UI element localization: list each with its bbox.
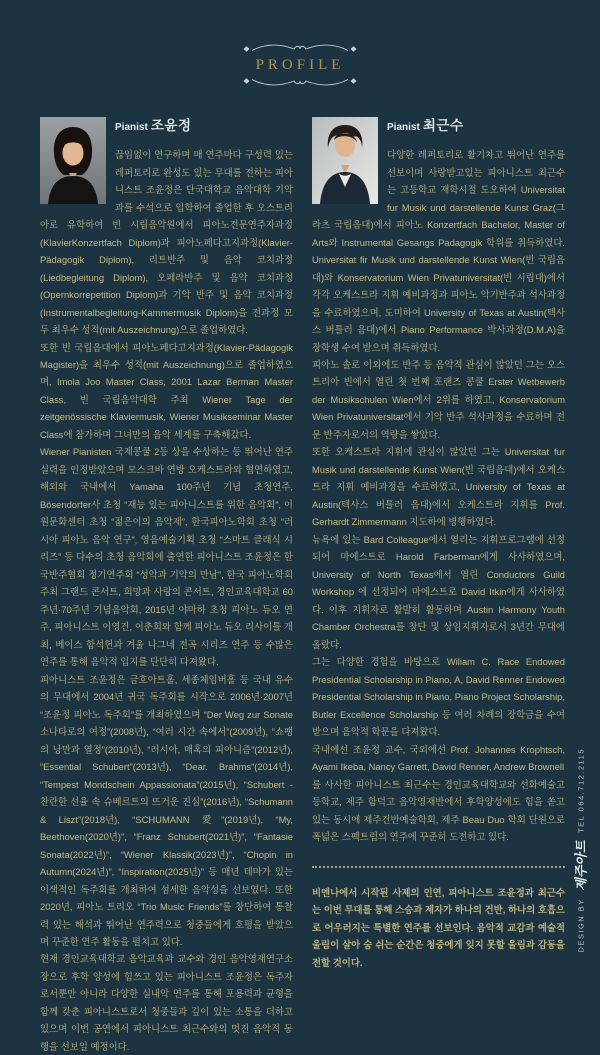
profile-name: 최근수 [422, 118, 464, 133]
profile-role: Pianist [387, 122, 420, 133]
bio-paragraph: 피아니스트 조윤정은 금호아트홀, 세종체임버홀 등 국내 유수의 무대에서 2004년 귀국 독주회를 시작으로 2006년·2007년 “조윤정 피아노 독주회”를 개최하였으며 “Der Weg zur Sonate 소나타로의 여정”(2008년), “여러 시간 속에서”(2009년), “쇼팽의 낭만과 열정”(2010년), “러시아, 매혹의 피아니즘”(2012년), “Essential Schubert”(2013년), “Dear. Brahms”(2014년), “Tempest Mondschein Appassionata”(2015년), “Schubert - 찬란한 선율 속 슈베르트의 뜨거운 진심”(2016년), “Schumann & Liszt”(2018년), “SCHUMANN 愛”(2019년), “My, Beethoven(2020년)”, “Franz Schubert(2021년)”, “Fantasie Sonata(2022년)”, “Wiener Klassik(2023년)”, “Chopin in Autumn(2024년)”, “Inspiration(2025년)” 등 매년 테마가 있는 이색적인 독주회를 개최하여 섬세한 음악성을 선보였다. 또한 2020년, 피아노 트리오 “Trio Music Friends”를 창단하여 통찰력 있는 해석과 뛰어난 연주력으로 청중들에게 호평을 받았으며 꾸준한 연주 활동을 펼치고 있다. [40, 673, 293, 947]
bio-paragraph: 현재 경인교육대학교 음악교육과 교수와 경인 음악영재연구소장으로 후학 양성에 힘쓰고 있는 피아니스트 조윤정은 독주자로서뿐만 아니라 다양한 실내악 연주를 통해 포용력과 균형을 함께 갖춘 피아니스트로서 청중들과 깊이 있는 소통을 더하고 있으며 이번 공연에서 피아니스트 최근수와의 멋진 음악적 동행을 선보일 예정이다. [40, 953, 293, 1052]
design-credit-tel: TEL 064.712.2115 [577, 748, 586, 833]
profile-section-right [312, 115, 565, 1055]
flourish-bottom-icon [240, 76, 360, 88]
bio-paragraph: 다양한 레퍼토리로 활기차고 뛰어난 연주를 선보이며 사랑받고있는 피아니스트 최근수는 고등학교 재학시절 도오하여 Universitat fur Musik und darstellende Kunst Graz(그라츠 국립음대)에서 피아노 Konzertfach Bachelor, Master of Arts와 Instrumental Gesangs Padagogik 학위를 취득하였다. Universitat fir Musik und darstellende Kunst Wien(빈 국립음대)와 Konservatorium Wien Privatuniversitat(빈 시립대)에서 각각 오케스트라 지휘 예비과정과 피아노 악기반주과 석사과정을 수료하였으며, 도미하여 University of Texas at Austin(텍사스 버틀러 음대)에서 Piano Performance 박사과정(D.M.A)을 장학생 수여 받으며 취득하였다. [312, 149, 565, 353]
bio-paragraph: 끊임없이 연구하며 매 연주마다 구성력 있는 레퍼토리로 완성도 있는 무대를 전하는 피아니스트 조윤정은 단국대학교 음악대학 기악과를 수석으로 입학하여 졸업한 후 오스트리아로 유학하여 빈 시립음악원에서 피아노전문연주자과정(KlavierKonzertfach Diplom)과 피아노페다고지과정(Klavier-Pädagogik Diplom), 리트반주 및 음악 코치과정(Liedbegleitung Diplom), 오페라반주 및 음악 코치과정(Opernkorrepetition Diplom)과 기악 반주 및 음악 코치과정(Instrumentalbegleitung-Kammermusik Diplom)을 전과정 모두 최우수 성적(mit Auszeichnung)으로 졸업하였다. [40, 149, 293, 336]
profile-name: 조윤정 [150, 118, 192, 133]
design-credit-prefix: DESIGN BY [577, 898, 586, 953]
bio-paragraph: 뉴욕에 있는 Bard Colleague에서 열리는 지휘프로그램에 선정되어 마에스트로 Harold Farberman에게 사사하였으며, University of North Texas에서 열린 Conductors Guild Workshop 에 선정되어 마에스트로 David Itkin에게 사사하였다. 이후 지휘자로 활발히 활동하며 Austin Harmony Youth Chamber Orchestra를 창단 및 상임지휘자로서 3년간 무대에 올랐다. [312, 533, 565, 650]
design-studio-logo: 제주아트 [574, 840, 589, 891]
bio-paragraph: 또한 오케스트라 지휘에 관심이 많았던 그는 Universitat fur Musik und darstellende Kunst Wien(빈 국립음대)에서 오케스트라 지휘 예비과정을 수료하였고, University of Texas at Austin(텍사스 버틀러 음대)에서 오케스트라 지휘를 Prof. Gerhardt Zimmermann 지도하에 병행하였다. [312, 446, 565, 528]
bio-paragraph: Wiener Pianisten 국제콩쿨 2등 상을 수상하는 등 뛰어난 연주 실력을 인정받았으며 모스크바 연방 오케스트라와 협연하였고, 해외와 국내에서 Yamaha 100주년 기념 초청연주, Bösendorfer사 초청 “재능 있는 피아니스트를 위한 음악회”, 이원문화센터 초청 “젊은이의 음악제”, 한국피아노학회 초청 “러시아 피아노 음악 연구”, 영음예술기획 초청 “스마트 클래식 시리즈” 등 다수의 초청 음악회에 출연한 피아니스트 조윤정은 한국반주협회 정기연주회 “성악과 기악의 만남”, 한국 피아노학회 주최 그랜드 콘서트, 희망과 사랑의 콘서트, 경인교육대학교 60주년·70주년 기념음악회, 2015년 야마하 초청 피아노 듀오 연주, 피아니스트 이영건, 이춘희와 함께 피아노 듀오 리사이틀 개최, 베이스 함석헌과 겨울 나그네 전곡 시리즈 연주 등 수많은 연주를 통해 음악적 입지를 단단히 다져왔다. [40, 446, 293, 668]
bio-paragraph: 또한 빈 국립음대에서 피아노페다고지과정(Klavier-Pädagogik Magister)을 최우수 성적(mit Auszeichnung)으로 졸업하였으며, Imola Joo Master Class, 2001 Lazar Berman Master Class, 빈 국립음악대학 주최 Wiener Tage der zeitgenössische Klaviermusik, Wiener Musikseminar Master Class에 참가하며 그녀만의 음악 세계를 구축해갔다. [40, 341, 293, 440]
design-credit [571, 748, 590, 953]
bio-paragraph: 를 사사한 피아니스트 최근수는 경인교육대학교와 선화예술고등학교, 제주 함덕고 음악영재반에서 후학양성에도 힘을 쏟고 있는 동시에 제주건반예술학회, 제주 Beau Duo 학회 단원으로 폭넓은 스펙트럼의 연주에 꾸준히 도전하고 있다. [312, 778, 565, 843]
page-title: PROFILE [255, 57, 345, 73]
bio-paragraph: 그는 다양한 경험을 바탕으로 Wiliam C. Race Endowed Presidential Scholarship in Piano, A, David Renner Endowed Presidential Scholarship in Piano, Piano Project Scholarship, Butler Excellence Scholarship 등 여러 차례의 장학금을 수여 받으며 음악적 학문을 다져왔다. [312, 656, 565, 738]
profiles-container [0, 88, 600, 1055]
bio-paragraph: 국내에선 조윤정 교수, 국외에선 Prof. Johannes Krophtsch, Ayami Ikeba, Nancy Garrett, David Renner, Andrew Brownell [312, 743, 565, 773]
profile-section-left [40, 115, 293, 1055]
dotted-divider [312, 866, 565, 868]
bio-text-right [312, 146, 565, 845]
pianist-jo-yunjeong-photo [40, 117, 106, 204]
bio-text-left [40, 146, 293, 1055]
flourish-top-icon [240, 42, 360, 54]
closing-note: 비엔나에서 시작된 사제의 인연, 피아니스트 조윤정과 최근수는 이번 무대를 통해 스승과 제자가 하나의 건반, 하나의 호흡으로 어우러지는 특별한 연주를 선보인다. 음악적 교감과 예술적 울림이 살아 숨 쉬는 순간은 청중에게 잊지 못할 울림과 감동을 전할 것이다. [312, 886, 565, 968]
profile-role: Pianist [115, 122, 148, 133]
bio-paragraph: 피아노 솔로 이외에도 반주 등 음악적 관심이 많았던 그는 오스트리아 빈에서 열린 첫 번째 포랜즈 콩쿨 Erster Wetbewerb der Musikschulen Wien에서 2위를 하였고, Konservatorium Wien Privatuniversitat에서 기악 반주 석사과정을 수료하며 전문 반주자로서의 역량을 쌓았다. [312, 359, 565, 440]
pianist-choi-geunsu-photo [312, 117, 378, 204]
page-title-block [0, 0, 600, 88]
